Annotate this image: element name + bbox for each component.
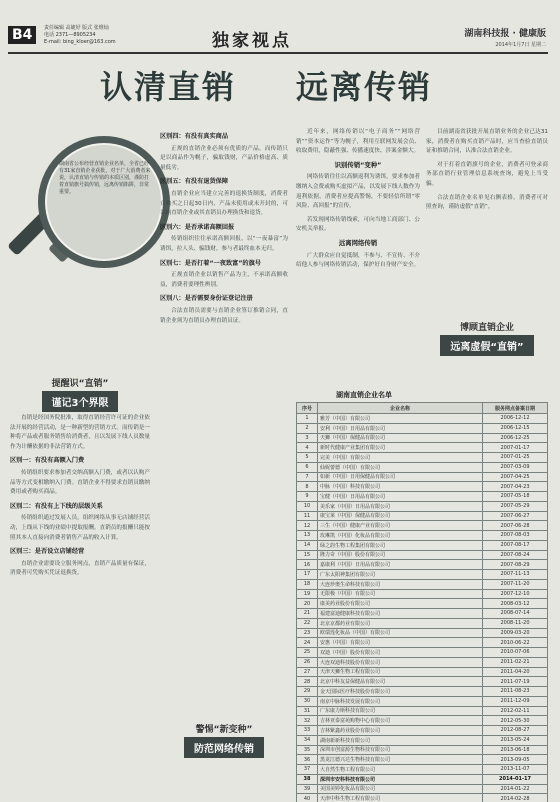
enterprise-name: 美国美婷化妆品有限公司 [318,784,483,794]
header-cell: 服务网点备案日期 [483,403,548,414]
enterprise-name: 广东太阳神集团有限公司 [318,570,483,580]
header-rule [8,52,548,54]
subheading: 区别五：有没有退货保障 [160,178,229,186]
record-date: 2007-08-24 [483,550,548,560]
enterprise-name: 完美（中国）有限公司 [318,453,483,463]
record-date: 2007-08-29 [483,560,548,570]
record-date: 2010-06-22 [483,638,548,648]
table-row [297,579,548,589]
record-date: 2007-06-28 [483,521,548,531]
table-row [297,540,548,550]
table-row [297,648,548,658]
table-row [297,492,548,502]
enterprise-name: 吉林亚泰富苑购物中心有限公司 [318,716,483,726]
table-row [297,433,548,443]
paragraph: 若发现网络传销线索，可向当地工商部门、公安机关举报。 [296,216,420,233]
paragraph: 对于打着直销旗号的企业，消费者可登录商务部直销行业管理信息系统查询，避免上当受骗。 [426,161,548,187]
subheading: 区别一：有没有高额入门费 [10,457,85,465]
record-date: 2007-11-13 [483,570,548,580]
table-row [297,735,548,745]
record-date: 2007-01-17 [483,443,548,453]
enterprise-name: 黑龙江德兴达生物科技有限公司 [318,755,483,765]
table-row [297,453,548,463]
column-1 [10,414,150,799]
row-number: 37 [297,765,318,775]
editor-info [44,25,154,46]
table-row [297,784,548,794]
enterprise-name: 深圳市创富源生物科技有限公司 [318,745,483,755]
subheading: 识别传销“变种” [334,160,382,169]
record-date: 2011-12-09 [483,696,548,706]
column-4 [426,128,548,308]
section-banner-left [10,376,150,412]
record-date: 2013-05-24 [483,735,548,745]
table-row [297,521,548,531]
enterprise-name: 北京京都药业有限公司 [318,618,483,628]
page-header [0,24,560,54]
record-date: 2011-08-23 [483,687,548,697]
table-row [297,696,548,706]
banner-title: 谨记3个界限 [42,391,119,412]
row-number: 30 [297,696,318,706]
column-2 [160,128,288,718]
enterprise-name: 大自然生物工程有限公司 [318,765,483,775]
record-date: 2007-04-23 [483,482,548,492]
row-number: 2 [297,423,318,433]
table-row [297,618,548,628]
enterprise-name: 天津天狮生物工程有限公司 [318,667,483,677]
enterprise-name: 天津中科生物工程有限公司 [318,794,483,802]
record-date: 2006-12-12 [483,414,548,424]
row-number: 40 [297,794,318,802]
paragraph: 合法直销员需要与直销企业签订推销合同，直销企业须为直销员办理直销员证。 [160,307,288,324]
subheading: 区别八：是否需要身份证登记注册 [160,295,253,303]
banner-title: 防范网络传销 [184,737,264,758]
enterprise-name: 安利（中国）日用品有限公司 [318,423,483,433]
enterprise-name: 美乐家（中国）日用品有限公司 [318,501,483,511]
enterprise-name: 隆力奇（中国）股份有限公司 [318,550,483,560]
row-number: 10 [297,501,318,511]
banner-title: 远离虚假“直销” [440,335,533,356]
paragraph: 传销组织往往承诺高额回报，以“一夜暴富”为诱饵，拉人头、骗钱财，参与者最终血本无归。 [160,236,288,252]
record-date: 2013-11-07 [483,765,548,775]
record-date: 2008-07-14 [483,609,548,619]
row-number: 33 [297,726,318,736]
table-body [297,414,548,802]
enterprise-name: 无限极（中国）有限公司 [318,589,483,599]
enterprise-name: 深圳市安科科技有限公司 [318,774,483,784]
table-row [297,462,548,472]
record-date: 2007-03-09 [483,462,548,472]
banner-kicker: 提醒识“直销” [51,379,109,389]
enterprise-name: 康宝莱（中国）保健品有限公司 [318,511,483,521]
paragraph: 直销企业应当建立完善的退换货制度，消费者自购买之日起30日内，产品未使用或未开封的，可以向直销企业或其直销员办理换货和退货。 [160,190,288,217]
enterprise-table [296,402,548,802]
row-number: 9 [297,492,318,502]
banner-kicker: 警惕“新变种” [195,725,253,735]
enterprise-name: 广东康力斯科技有限公司 [318,706,483,716]
paragraph: 正规的直销企业必须有优质的产品，而传销只是以商品作为幌子，骗取钱财，产品价格虚高、质量低劣。 [160,145,288,171]
record-date: 2011-02-21 [483,657,548,667]
banner-kicker: 博顾直销企业 [459,323,514,333]
paragraph: 近年来，网络传销以“电子商务”“网络营销”“资本运作”等为幌子，利用互联网发展会员、收取费用，隐蔽性强、传播速度快、涉案金额大。 [296,129,420,155]
paragraph: 目前湖南省获批开展直销业务的企业已达31家，消费者在购买直销产品时，应当查验直销员证和推销合同，认准合法直销企业。 [426,129,548,155]
header-cell: 企业名称 [318,403,483,414]
row-number: 34 [297,735,318,745]
record-date: 2006-12-25 [483,433,548,443]
table-row [297,794,548,802]
email-line: E-mail: bing_kloer@163.com [44,39,116,45]
intro-text: 湖南省公布经营直销企业名单，全省已经有31家直销企业获批，对于广大消费者来说，认清直销与传销的本质区别，谨防打着直销旗号搞传销，远离传销陷阱，非常重要。 [59,161,151,195]
table-row [297,745,548,755]
row-number: 7 [297,472,318,482]
row-number: 32 [297,716,318,726]
row-number: 3 [297,433,318,443]
table-row [297,774,548,784]
record-date: 2007-05-29 [483,501,548,511]
table-row [297,560,548,570]
enterprise-name: 大连珍奥生命科技有限公司 [318,579,483,589]
row-number: 20 [297,599,318,609]
table-row [297,570,548,580]
subheading: 区别三：是否设立店铺经营 [10,548,85,556]
table-row [297,472,548,482]
record-date: 2011-07-19 [483,677,548,687]
page-number: B4 [8,26,36,44]
record-date: 2013-09-05 [483,755,548,765]
row-number: 14 [297,540,318,550]
row-number: 4 [297,443,318,453]
subheading: 远离网络传销 [338,238,378,247]
record-date: 2007-04-25 [483,472,548,482]
row-number: 39 [297,784,318,794]
row-number: 36 [297,755,318,765]
record-date: 2007-12-10 [483,589,548,599]
record-date: 2014-01-17 [483,774,548,784]
row-number: 21 [297,609,318,619]
section-banner-mid [160,722,288,758]
row-number: 18 [297,579,318,589]
enterprise-name: 康美药业股份有限公司 [318,599,483,609]
table-row [297,628,548,638]
record-date: 2007-11-20 [483,579,548,589]
table-row [297,482,548,492]
enterprise-name: 吉林紫鑫药业股份有限公司 [318,726,483,736]
enterprise-name: 南京中脉科技发展有限公司 [318,696,483,706]
record-date: 2007-08-03 [483,531,548,541]
table-header-row [297,403,548,414]
record-date: 2012-02-11 [483,706,548,716]
row-number: 5 [297,453,318,463]
enterprise-name: 雅芳（中国）有限公司 [318,414,483,424]
enterprise-name: 天狮（中国）保健品有限公司 [318,433,483,443]
row-number: 26 [297,657,318,667]
table-row [297,501,548,511]
paragraph: 直销是经国务院批准，取得直销经营许可证的企业依法开展的经营活动，是一种新型的营销方式。而传销是一种将产品或者服务销售给消费者，且以发展下线人员数量作为计酬依据的非法营销方式。 [10,415,150,450]
record-date: 2014-02-28 [483,794,548,802]
enterprise-name: 湖南新新科技有限公司 [318,735,483,745]
table-row [297,677,548,687]
record-date: 2007-05-18 [483,492,548,502]
editor-line: 责任编辑 高婕妤 版式 张维灿 [44,25,109,31]
record-date: 2010-07-06 [483,648,548,658]
row-number: 35 [297,745,318,755]
table-row [297,706,548,716]
column-3 [296,128,420,386]
enterprise-name: 福建富迪健康科技有限公司 [318,609,483,619]
table-row [297,716,548,726]
record-date: 2013-06-18 [483,745,548,755]
table-title: 湖南直销企业名单 [336,391,392,399]
row-number: 19 [297,589,318,599]
enterprise-name: 安惠（中国）有限公司 [318,638,483,648]
headline-left: 认清直销 [100,68,237,106]
table-row [297,589,548,599]
table-row [297,638,548,648]
row-number: 12 [297,521,318,531]
table-row [297,414,548,424]
row-number: 1 [297,414,318,424]
record-date: 2007-08-17 [483,540,548,550]
paper-name: 湖南科技报 · 健康版 [464,29,546,39]
enterprise-name: 绿之韵生物工程集团有限公司 [318,540,483,550]
record-date: 2007-06-27 [483,511,548,521]
paragraph: 传销组织要求参加者交纳高额入门费，或者以认购产品等方式变相缴纳入门费。直销企业不得要求直销员缴纳费用或者购买商品。 [10,469,150,496]
row-number: 6 [297,462,318,472]
record-date: 2012-08-27 [483,726,548,736]
table-row [297,765,548,775]
enterprise-name: 宝健（中国）日用品有限公司 [318,492,483,502]
masthead [464,26,546,48]
phone-line: 电话 2371—8905234 [44,32,96,38]
enterprise-name: 玫琳凯（中国）化妆品有限公司 [318,531,483,541]
row-number: 16 [297,560,318,570]
row-number: 29 [297,687,318,697]
table-row [297,423,548,433]
paragraph: 网络传销往往以高额返利为诱饵，要求参加者缴纳入会费或购买虚拟产品，以发展下线人数作为返利依据。消费者应提高警惕，不要轻信所谓“零风险、高回报”的宣传。 [296,174,420,210]
row-number: 22 [297,618,318,628]
enterprise-name: 三生（中国）健康产业有限公司 [318,521,483,531]
headline [100,62,530,110]
enterprise-name: 金天国际医疗科技股份有限公司 [318,687,483,697]
table-row [297,531,548,541]
row-number: 31 [297,706,318,716]
table-row [297,726,548,736]
paragraph: 直销企业需要设立服务网点，直销产品质量有保证，消费者可凭购买凭证退换货。 [10,560,150,577]
paper-date: 2014年1月7日 星期二 [495,42,546,48]
enterprise-name: 大连双迪科技股份有限公司 [318,657,483,667]
enterprise-name: 如新（中国）日用保健品有限公司 [318,472,483,482]
subheading: 区别七：是否打着“一夜致富”的旗号 [160,259,261,267]
paragraph: 正规直销企业以销售产品为主，不承诺高额收益，消费者要理性辨别。 [160,272,288,288]
table-row [297,667,548,677]
magnifier-intro [38,136,170,268]
record-date: 2007-01-25 [483,453,548,463]
subheading: 区别二：有没有上下线的层级关系 [10,502,103,510]
subheading: 区别四：有没有真实商品 [160,133,229,140]
table-row [297,511,548,521]
row-number: 11 [297,511,318,521]
record-date: 2008-11-20 [483,618,548,628]
record-date: 2008-03-12 [483,599,548,609]
row-number: 13 [297,531,318,541]
paragraph: 传销组织通过发展人员，组织网络从事无店铺经营活动，上线从下线的业绩中提取报酬。直销员的报酬只能按照其本人直接向消费者销售产品的收入计算。 [10,515,150,541]
row-number: 24 [297,638,318,648]
header-cell: 序号 [297,403,318,414]
table-row [297,443,548,453]
headline-right: 远离传销 [296,68,433,106]
table-row [297,599,548,609]
row-number: 23 [297,628,318,638]
row-number: 25 [297,648,318,658]
record-date: 2006-12-15 [483,423,548,433]
row-number: 27 [297,667,318,677]
record-date: 2014-01-22 [483,784,548,794]
enterprise-name: 北京中科友益保健品有限公司 [318,677,483,687]
record-date: 2012-05-30 [483,716,548,726]
table-row [297,687,548,697]
enterprise-name: 新时代健康产业集团有限公司 [318,443,483,453]
row-number: 28 [297,677,318,687]
table-row [297,755,548,765]
column-title: 独家视点 [212,31,292,51]
row-number: 8 [297,482,318,492]
enterprise-name: 中脉（中国）科技有限公司 [318,482,483,492]
table-row [297,657,548,667]
section-banner-right [426,320,548,356]
enterprise-name: 嘉康利（中国）日用品有限公司 [318,560,483,570]
table-row [297,550,548,560]
record-date: 2009-03-20 [483,628,548,638]
row-number: 17 [297,570,318,580]
row-number: 15 [297,550,318,560]
row-number: 38 [297,774,318,784]
subheading: 区别六：是否承诺高额回报 [160,223,235,231]
enterprise-name: 欧瑞莲化妆品（中国）有限公司 [318,628,483,638]
record-date: 2011-04-20 [483,667,548,677]
enterprise-name: 双迪（中国）股份有限公司 [318,648,483,658]
table-row [297,609,548,619]
paragraph: 广大群众应自觉抵制，不参与、不宣传、不介绍他人参与网络传销活动，保护好自身财产安全。 [296,252,420,269]
enterprise-name: 仙妮蕾德（中国）有限公司 [318,462,483,472]
paragraph: 合法直销企业名单见右侧表格，消费者可对照查询，谨防虚假“直销”。 [426,194,548,211]
